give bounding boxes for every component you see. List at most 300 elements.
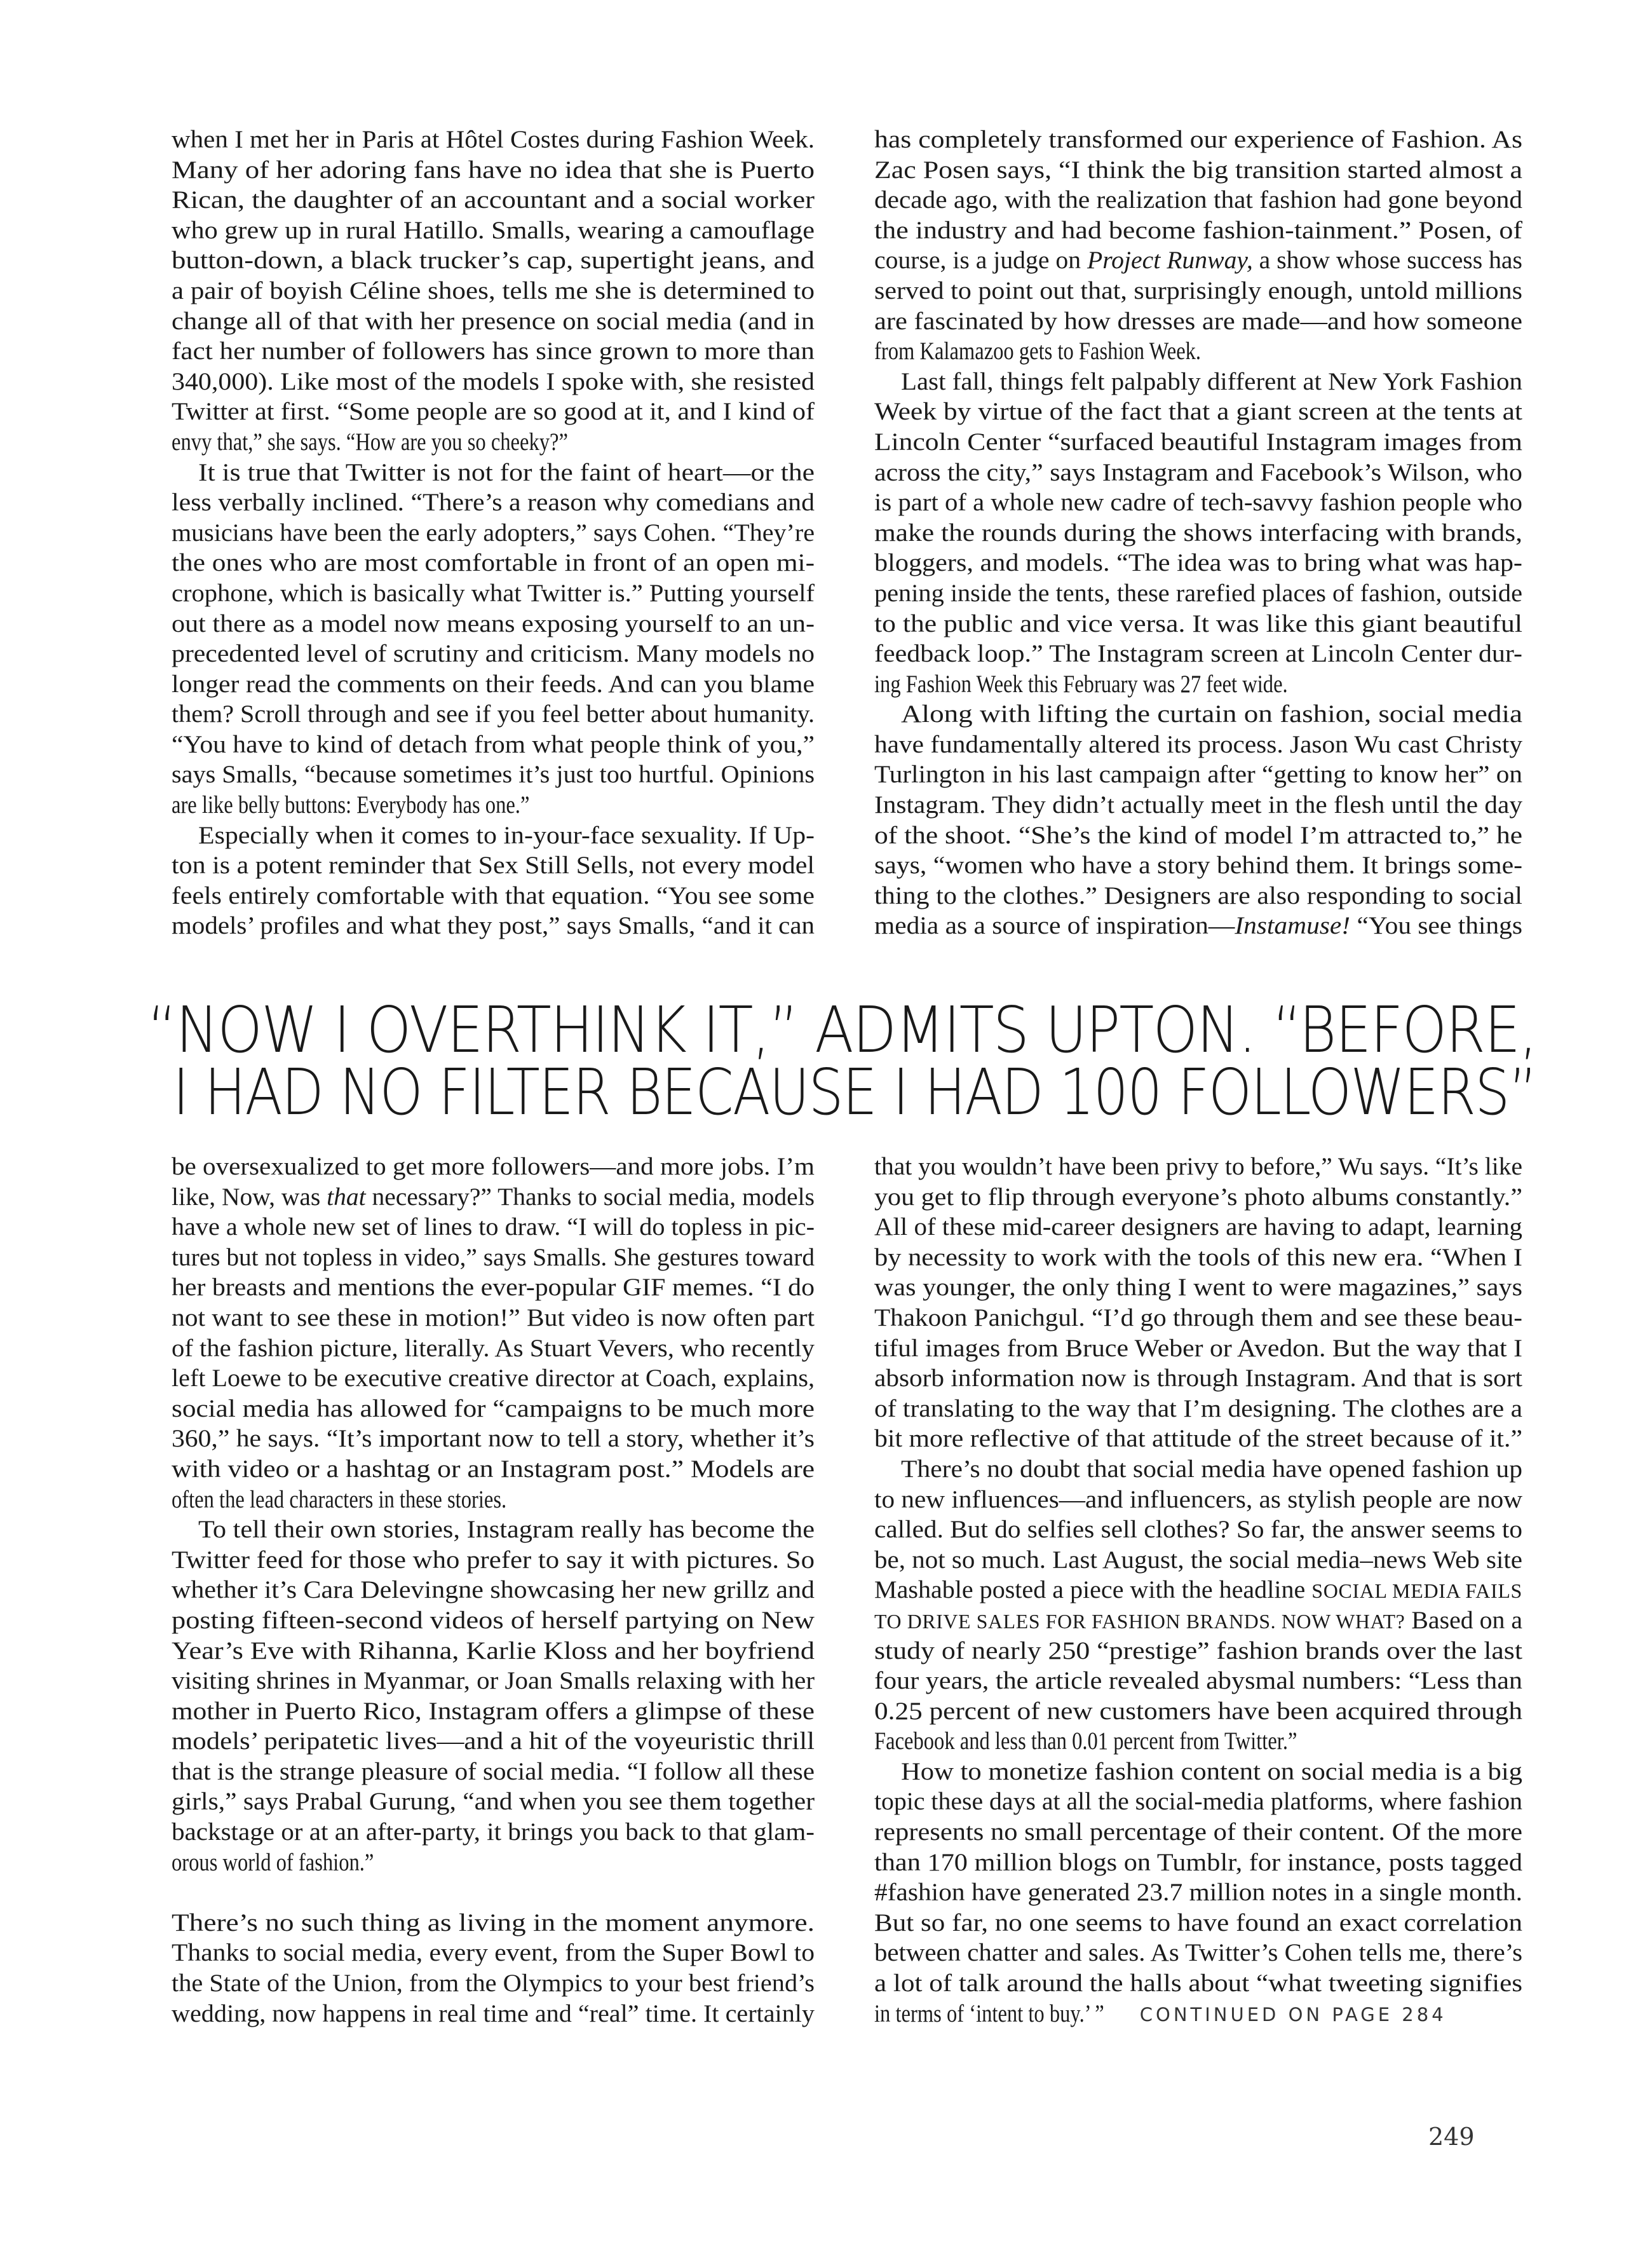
text-line	[874, 911, 1522, 941]
line-text	[874, 1968, 1522, 1999]
line-text-segment: precedented level of scrutiny and criticism. Many models no	[172, 640, 815, 668]
line-text-segment: be oversexualized to get more followers—and more jobs. I’m	[172, 1153, 815, 1180]
text-line	[172, 1726, 815, 1757]
line-text-segment: Turlington in his last campaign after “getting to know her” on	[874, 761, 1522, 789]
line-text	[172, 397, 815, 427]
line-text-segment: There’s no such thing as living in the moment anymore.	[172, 1909, 815, 1936]
line-text-segment: Thakoon Panichgul. “I’d go through them and see these beau-	[874, 1303, 1522, 1331]
text-line	[172, 397, 815, 427]
small-caps-headline: SOCIAL MEDIA FAILS	[1311, 1580, 1522, 1603]
line-text-segment: girls,” says Prabal Gurung, “and when you see them together	[172, 1788, 815, 1816]
text-line	[874, 1212, 1522, 1242]
line-text	[172, 1787, 815, 1817]
line-text-segment: study of nearly 250 “prestige” fashion brands over the last	[874, 1637, 1522, 1664]
line-text	[874, 1545, 1522, 1576]
line-text	[901, 1757, 1522, 1787]
line-text	[172, 1212, 815, 1242]
text-line	[172, 518, 815, 548]
line-text-segment: served to point out that, surprisingly enough, untold millions	[874, 276, 1522, 304]
line-text-segment: backstage or at an after-party, it brings you back to that glam-	[172, 1818, 815, 1846]
line-text	[874, 1787, 1522, 1817]
text-line	[874, 427, 1522, 458]
line-text	[172, 911, 815, 941]
pull-quote-text-2: I HAD NO FILTER BECAUSE I HAD 100 FOLLOWERS”	[173, 1055, 1536, 1129]
line-text	[874, 578, 1522, 609]
text-line	[172, 1999, 815, 2029]
line-text-segment: social media has allowed for “campaigns to be much more	[172, 1394, 815, 1422]
line-text	[874, 458, 1522, 488]
line-text	[172, 669, 815, 700]
line-text-segment: four years, the article revealed abysmal numbers: “Less than	[874, 1667, 1522, 1695]
line-text	[874, 1877, 1522, 1908]
line-text-segment: Rican, the daughter of an accountant and a social worker	[172, 186, 815, 214]
text-line	[874, 1575, 1522, 1605]
text-line	[172, 881, 815, 911]
pull-quote-line-2	[147, 1055, 1539, 1129]
line-text-segment: to the public and vice versa. It was like this giant beautiful	[874, 609, 1522, 637]
text-line	[874, 1545, 1522, 1576]
line-text	[172, 790, 529, 820]
line-text	[172, 1757, 815, 1787]
text-line	[874, 397, 1522, 427]
text-line	[172, 820, 815, 851]
text-line	[172, 245, 815, 276]
text-line	[874, 820, 1522, 851]
line-text	[172, 185, 815, 215]
line-text-segment: change all of that with her presence on social media (and in	[172, 307, 815, 335]
text-line	[172, 1545, 815, 1576]
line-text-segment: course, is a judge on	[874, 247, 1087, 275]
text-line	[874, 1908, 1522, 1938]
line-text-segment: All of these mid-career designers are having to adapt, learning	[874, 1213, 1522, 1241]
line-text-segment: musicians have been the early adopters,” says Cohen. “They’re	[172, 519, 815, 547]
text-line	[172, 578, 815, 609]
line-text-segment: than 170 million blogs on Tumblr, for instance, posts tagged	[874, 1848, 1522, 1876]
text-line	[874, 306, 1522, 337]
line-text-segment: To tell their own stories, Instagram really has become the	[198, 1516, 815, 1544]
line-text-segment: the State of the Union, from the Olympics to your best friend’s	[172, 1970, 815, 1998]
text-line	[172, 790, 815, 820]
line-text	[172, 1696, 815, 1727]
line-text	[874, 669, 1288, 700]
line-text-segment: her breasts and mentions the ever-popular GIF memes. “I do	[172, 1274, 815, 1302]
italic-text: Project Runway,	[1087, 247, 1253, 275]
small-caps-headline: TO DRIVE SALES FOR FASHION BRANDS. NOW WHAT?	[874, 1610, 1405, 1633]
line-text-segment: ing Fashion Week this February was 27 feet wide.	[874, 670, 1288, 698]
text-line	[172, 1938, 815, 1968]
line-text	[172, 699, 815, 730]
line-text	[172, 1454, 815, 1485]
line-text-segment: called. But do selfies sell clothes? So far, the answer seems to	[874, 1516, 1522, 1544]
text-line	[172, 336, 815, 367]
line-text	[874, 759, 1522, 790]
line-text-segment: Along with lifting the curtain on fashion, social media	[901, 700, 1522, 728]
text-line	[172, 427, 815, 458]
text-line	[874, 1182, 1522, 1213]
line-text	[874, 185, 1522, 215]
line-text-segment: necessary?” Thanks to social media, models	[365, 1183, 815, 1211]
text-line	[172, 1817, 815, 1848]
line-text-segment: bloggers, and models. “The idea was to bring what was hap-	[874, 549, 1522, 577]
line-text	[901, 699, 1522, 730]
text-line	[172, 1152, 815, 1182]
line-text-segment: a lot of talk around the halls about “what tweeting signifies	[874, 1970, 1522, 1998]
line-text	[172, 427, 568, 458]
line-text-segment: Twitter at first. “Some people are so good at it, and I kind of	[172, 398, 815, 426]
line-text	[874, 1303, 1522, 1333]
line-text-segment: Especially when it comes to in-your-face sexuality. If Up-	[198, 821, 815, 849]
text-line	[172, 1485, 815, 1515]
line-text-segment: are like belly buttons: Everybody has one.”	[172, 791, 530, 819]
text-line	[874, 1726, 1522, 1757]
line-text-segment: Twitter feed for those who prefer to say it with pictures. So	[172, 1546, 815, 1574]
line-text-segment: It is true that Twitter is not for the faint of heart—or the	[198, 458, 815, 486]
line-text-segment: to new influences—and influencers, as stylish people are now	[874, 1485, 1522, 1513]
text-line	[172, 367, 815, 397]
line-text	[874, 1908, 1522, 1938]
text-line	[172, 1242, 815, 1273]
line-text	[172, 336, 815, 367]
text-line	[874, 367, 1522, 397]
text-line	[172, 1636, 815, 1666]
line-text	[172, 1363, 815, 1394]
line-text-segment: Thanks to social media, every event, from the Super Bowl to	[172, 1939, 815, 1967]
line-text	[874, 397, 1522, 427]
text-line	[172, 155, 815, 186]
text-line	[874, 1605, 1522, 1636]
line-text	[172, 1152, 815, 1182]
text-line	[874, 1636, 1522, 1666]
line-text-segment: Based on a	[1405, 1606, 1522, 1634]
line-text	[874, 1242, 1522, 1273]
text-line	[874, 336, 1522, 367]
line-text	[901, 367, 1522, 397]
line-text-segment: absorb information now is through Instagram. And that is sort	[874, 1365, 1522, 1392]
line-text-segment: Many of her adoring fans have no idea that she is Puerto	[172, 156, 815, 184]
pull-quote-line-1	[147, 993, 1539, 1067]
line-text-segment: not want to see these in motion!” But video is now often part	[172, 1303, 815, 1331]
line-text-segment: have fundamentally altered its process. Jason Wu cast Christy	[874, 730, 1522, 758]
line-text-segment: between chatter and sales. As Twitter’s Cohen tells me, there’s	[874, 1939, 1522, 1967]
line-text	[874, 487, 1522, 518]
line-text	[874, 1485, 1522, 1515]
line-text-segment: tiful images from Bruce Weber or Avedon. But the way that I	[874, 1334, 1522, 1362]
text-line	[172, 850, 815, 881]
line-text-segment: be, not so much. Last August, the social media–news Web site	[874, 1546, 1522, 1574]
line-text	[172, 1968, 815, 1999]
line-text	[172, 578, 815, 609]
italic-text: Instamuse!	[1235, 912, 1351, 940]
text-line	[874, 1999, 1522, 2029]
column-top-right	[874, 125, 1522, 941]
line-text-segment: of translating to the way that I’m designing. The clothes are a	[874, 1394, 1522, 1422]
line-text-segment: you get to flip through everyone’s photo albums constantly.”	[874, 1183, 1522, 1211]
line-text-segment: decade ago, with the realization that fashion had gone beyond	[874, 186, 1522, 214]
text-line	[172, 458, 815, 488]
text-line	[874, 850, 1522, 881]
line-text	[874, 215, 1522, 246]
text-line	[172, 1757, 815, 1787]
text-line	[172, 730, 815, 760]
line-text	[874, 518, 1522, 548]
line-text	[874, 730, 1522, 760]
line-text	[172, 487, 815, 518]
text-line	[172, 1212, 815, 1242]
line-text-segment: models’ peripatetic lives—and a hit of the voyeuristic thrill	[172, 1727, 815, 1755]
line-text-segment: 360,” he says. “It’s important now to tell a story, whether it’s	[172, 1425, 815, 1453]
line-text	[172, 367, 815, 397]
line-text	[874, 1726, 1297, 1757]
line-text	[874, 427, 1522, 458]
line-text-segment: like, Now, was	[172, 1183, 327, 1211]
line-text	[172, 306, 815, 337]
line-text-segment: topic these days at all the social-media platforms, where fashion	[874, 1788, 1522, 1816]
line-text	[198, 820, 815, 851]
line-text	[172, 1938, 815, 1968]
line-text	[874, 1938, 1522, 1968]
line-text	[172, 1485, 506, 1515]
line-text-segment: of the shoot. “She’s the kind of model I’m attracted to,” he	[874, 821, 1522, 849]
text-line	[172, 1575, 815, 1605]
line-text-segment: says, “women who have a story behind them. It brings some-	[874, 852, 1522, 880]
line-text-segment: by necessity to work with the tools of this new era. “When I	[874, 1243, 1522, 1271]
text-line	[874, 125, 1522, 155]
text-line	[874, 1696, 1522, 1727]
line-text	[172, 1605, 815, 1636]
line-text-segment: are fascinated by how dresses are made—and how someone	[874, 307, 1522, 335]
text-line	[172, 1696, 815, 1727]
line-text	[901, 1454, 1522, 1485]
line-text-segment: ton is a potent reminder that Sex Still Sells, not every model	[172, 852, 815, 880]
line-text	[172, 1726, 815, 1757]
text-line	[874, 155, 1522, 186]
line-text-segment: less verbally inclined. “There’s a reason why comedians and	[172, 489, 815, 517]
text-line	[874, 215, 1522, 246]
line-text-segment: who grew up in rural Hatillo. Smalls, wearing a camouflage	[172, 216, 815, 244]
line-text	[874, 276, 1522, 306]
text-line	[172, 1514, 815, 1545]
line-text	[172, 125, 815, 155]
text-line	[874, 1787, 1522, 1817]
line-text	[172, 245, 815, 276]
text-line	[874, 1242, 1522, 1273]
pull-quote	[147, 993, 1539, 1129]
text-line	[172, 699, 815, 730]
line-text	[172, 1908, 815, 1938]
text-line	[874, 1938, 1522, 1968]
text-line	[874, 1757, 1522, 1787]
line-text-segment: from Kalamazoo gets to Fashion Week.	[874, 337, 1202, 365]
line-text	[172, 1182, 815, 1213]
text-line	[172, 125, 815, 155]
line-text	[874, 336, 1201, 367]
text-line	[172, 1363, 815, 1394]
line-text	[874, 306, 1522, 337]
text-line	[874, 1303, 1522, 1333]
line-text-segment: in terms of ‘intent to buy.’ ”	[874, 1999, 1104, 2027]
line-text	[874, 1182, 1522, 1213]
line-text	[172, 1272, 815, 1303]
line-text-segment: But so far, no one seems to have found an exact correlation	[874, 1909, 1522, 1936]
text-line	[172, 639, 815, 669]
line-text	[172, 881, 815, 911]
line-text-segment: thing to the clothes.” Designers are also responding to social	[874, 881, 1522, 909]
line-text-segment: often the lead characters in these stories.	[172, 1485, 507, 1513]
text-line	[172, 911, 815, 941]
line-text	[874, 1272, 1522, 1303]
text-line	[874, 1485, 1522, 1515]
line-text-segment: feels entirely comfortable with that equation. “You see some	[172, 881, 815, 909]
text-line	[874, 1152, 1522, 1182]
line-text	[874, 881, 1522, 911]
line-text	[172, 1394, 815, 1424]
text-line	[874, 1333, 1522, 1364]
line-text-segment: media as a source of inspiration—	[874, 912, 1235, 940]
line-text	[172, 1424, 815, 1454]
text-line	[172, 1968, 815, 1999]
line-text-segment: the ones who are most comfortable in front of an open mi-	[172, 549, 815, 577]
line-text-segment: posting fifteen-second videos of herself partying on New	[172, 1606, 815, 1634]
line-text-segment: wedding, now happens in real time and “real” time. It certainly	[172, 1999, 815, 2027]
line-text	[172, 1242, 815, 1273]
text-line	[874, 790, 1522, 820]
line-text	[874, 911, 1522, 941]
text-line	[172, 1182, 815, 1213]
column-bottom-left	[172, 1152, 815, 2029]
text-line	[874, 458, 1522, 488]
line-text-segment: that you wouldn’t have been privy to before,” Wu says. “It’s like	[874, 1153, 1522, 1180]
line-text	[874, 1394, 1522, 1424]
line-text-segment: Facebook and less than 0.01 percent from Twitter.”	[874, 1727, 1297, 1755]
line-text	[172, 1636, 815, 1666]
text-line	[172, 1605, 815, 1636]
text-line	[172, 487, 815, 518]
text-line	[874, 699, 1522, 730]
line-text-segment: #fashion have generated 23.7 million notes in a single month.	[874, 1879, 1522, 1907]
line-text-segment: There’s no doubt that social media have opened fashion up	[901, 1455, 1522, 1483]
text-line	[172, 306, 815, 337]
line-text-segment: crophone, which is basically what Twitter is.” Putting yourself	[172, 579, 815, 607]
continued-on-page-link[interactable]: CONTINUED ON PAGE 284	[1139, 2003, 1447, 2025]
line-text-segment: the industry and had become fashion-tainment.” Posen, of	[874, 216, 1522, 244]
text-line	[874, 881, 1522, 911]
line-text	[874, 1636, 1522, 1666]
line-text	[172, 730, 815, 760]
text-line	[874, 1394, 1522, 1424]
text-line	[874, 669, 1522, 700]
line-text	[874, 1575, 1522, 1607]
text-line	[874, 639, 1522, 669]
line-text	[874, 1817, 1522, 1848]
text-line	[172, 759, 815, 790]
line-text-segment: Year’s Eve with Rihanna, Karlie Kloss and her boyfriend	[172, 1637, 815, 1664]
line-text	[198, 458, 815, 488]
line-text-segment: them? Scroll through and see if you feel better about humanity.	[172, 700, 815, 728]
line-text	[172, 850, 815, 881]
text-line	[172, 1666, 815, 1696]
paragraph-gap	[172, 1877, 815, 1908]
text-line	[874, 245, 1522, 276]
line-text-segment: a pair of boyish Céline shoes, tells me she is determined to	[172, 276, 815, 304]
line-text	[172, 759, 815, 790]
line-text	[874, 850, 1522, 881]
line-text	[172, 1545, 815, 1576]
italic-text: that	[327, 1183, 366, 1211]
line-text	[172, 609, 815, 639]
line-text-segment: bit more reflective of that attitude of the street because of it.”	[874, 1425, 1522, 1453]
text-line	[874, 1424, 1522, 1454]
text-line	[172, 1787, 815, 1817]
text-line	[874, 578, 1522, 609]
text-line	[172, 1424, 815, 1454]
line-text-segment: Instagram. They didn’t actually meet in the flesh until the day	[874, 791, 1522, 819]
text-line	[874, 1666, 1522, 1696]
line-text	[874, 155, 1522, 186]
line-text-segment: visiting shrines in Myanmar, or Joan Smalls relaxing with her	[172, 1667, 815, 1695]
text-line	[874, 276, 1522, 306]
line-text-segment: “You see things	[1350, 912, 1522, 940]
line-text	[874, 548, 1522, 578]
text-line	[874, 1514, 1522, 1545]
column-bottom-right	[874, 1152, 1522, 2029]
text-line	[874, 730, 1522, 760]
line-text-segment: pening inside the tents, these rarefied places of fashion, outside	[874, 579, 1522, 607]
line-text	[874, 1999, 1104, 2029]
line-text-segment: make the rounds during the shows interfacing with brands,	[874, 519, 1522, 547]
line-text	[874, 1666, 1522, 1696]
line-text-segment: Lincoln Center “surfaced beautiful Instagram images from	[874, 428, 1522, 456]
line-text	[172, 518, 815, 548]
line-text-segment: a show whose success has	[1252, 247, 1522, 275]
line-text	[874, 1514, 1522, 1545]
line-text-segment: represents no small percentage of their content. Of the more	[874, 1818, 1522, 1846]
line-text	[874, 820, 1522, 851]
line-text	[172, 215, 815, 246]
text-line	[172, 1394, 815, 1424]
text-line	[874, 1363, 1522, 1394]
line-text-segment: Last fall, things felt palpably different at New York Fashion	[901, 367, 1522, 395]
line-text-segment: How to monetize fashion content on social media is a big	[901, 1757, 1522, 1785]
text-line	[874, 185, 1522, 215]
line-text-segment: left Loewe to be executive creative director at Coach, explains,	[172, 1365, 815, 1392]
line-text	[874, 790, 1522, 820]
page-number: 249	[1428, 2123, 1475, 2151]
line-text-segment: Zac Posen says, “I think the big transition started almost a	[874, 156, 1522, 184]
text-line	[172, 1303, 815, 1333]
line-text	[874, 639, 1522, 669]
line-text-segment: envy that,” she says. “How are you so cheeky?”	[172, 428, 568, 456]
line-text-segment: have a whole new set of lines to draw. “I will do topless in pic-	[172, 1213, 815, 1241]
line-text	[172, 1303, 815, 1333]
text-line	[874, 1877, 1522, 1908]
line-text	[172, 155, 815, 186]
line-text	[172, 639, 815, 669]
line-text-segment: 0.25 percent of new customers have been acquired through	[874, 1697, 1522, 1725]
line-text	[172, 1848, 374, 1878]
text-line	[874, 609, 1522, 639]
line-text-segment: tures but not topless in video,” says Smalls. She gestures toward	[172, 1243, 815, 1271]
line-text	[874, 1696, 1522, 1727]
line-text	[874, 125, 1522, 155]
line-text	[874, 1212, 1522, 1242]
line-text	[172, 1333, 815, 1364]
line-text	[172, 548, 815, 578]
line-text-segment: longer read the comments on their feeds. And can you blame	[172, 670, 815, 698]
text-line	[172, 609, 815, 639]
line-text	[874, 245, 1522, 276]
line-text-segment: mother in Puerto Rico, Instagram offers a glimpse of these	[172, 1697, 815, 1725]
text-line	[172, 548, 815, 578]
